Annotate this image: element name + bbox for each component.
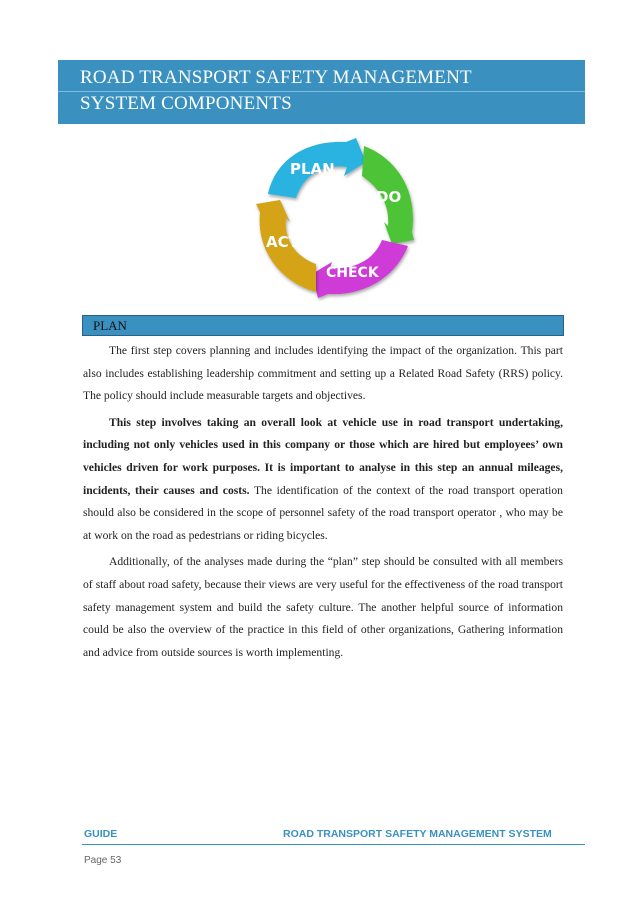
section-heading: PLAN (93, 318, 127, 333)
title-separator (58, 91, 585, 92)
plan-label: PLAN (290, 160, 335, 178)
paragraph-2 (83, 412, 563, 548)
paragraph-2-bold: This step involves taking an overall look at vehicle use in road transport undertaking, including not only vehicles used in this company or those which are hired but employees’ own vehicles driven for work purposes. It is important to analyse in this step an annual mileages, incidents, their causes and costs. (83, 415, 563, 497)
paragraph-2-rest: The identification of the context of the road transport operation should also be considered in the scope of personnel safety of the road transport operator , who may be at work on the road as pedestrians or riding bicycles. (83, 483, 563, 542)
section-heading-bar (82, 315, 564, 336)
check-label: CHECK (326, 265, 379, 281)
page-title-line-2: SYSTEM COMPONENTS (80, 93, 292, 114)
footer-guide-label: GUIDE (84, 828, 118, 840)
pdca-cycle-diagram (246, 136, 421, 301)
footer-title: ROAD TRANSPORT SAFETY MANAGEMENT SYSTEM (283, 828, 552, 840)
page-title-bar (58, 60, 585, 124)
paragraph-1: The first step covers planning and includes identifying the impact of the organization. This part also includes establishing leadership commitment and setting up a Related Road Safety (RRS) policy. The policy should include measurable targets and objectives. (83, 344, 563, 403)
footer-divider (82, 844, 585, 845)
do-label: DO (376, 188, 402, 206)
body-text (83, 340, 563, 668)
paragraph-3: Additionally, of the analyses made during the “plan” step should be consulted with all members of staff about road safety, because their views are very useful for the effectiveness of the road transport safety management system and build the safety culture. The another helpful source of information could be also the overview of the practice in this field of other organizations, Gathering information and advice from outside sources is worth implementing. (83, 555, 563, 659)
page-number: Page 53 (84, 855, 122, 866)
act-label: ACT (266, 233, 299, 251)
page-title-line-1: ROAD TRANSPORT SAFETY MANAGEMENT (80, 67, 472, 88)
